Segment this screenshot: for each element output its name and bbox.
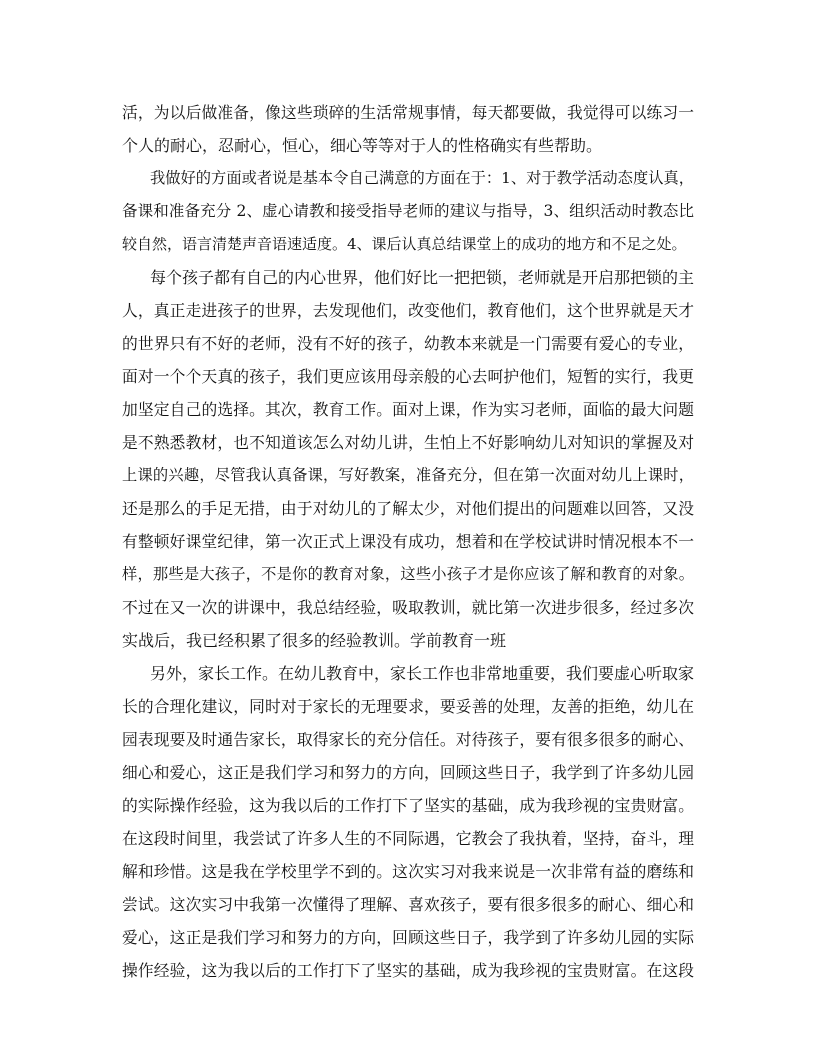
text-line: 人，真正走进孩子的世界，去发现他们，改变他们，教育他们，这个世界就是天才 <box>122 301 694 320</box>
text-line: 爱心，这正是我们学习和努力的方向，回顾这些日子，我学到了许多幼儿园的实际 <box>122 928 694 947</box>
text-line: 解和珍惜。这是我在学校里学不到的。这次实习对我来说是一次非常有益的磨练和 <box>122 862 694 881</box>
text-line: 操作经验，这为我以后的工作打下了坚实的基础，成为我珍视的宝贵财富。在这段 <box>122 961 694 980</box>
text-line: 有整顿好课堂纪律，第一次正式上课没有成功，想着和在学校试讲时情况根本不一 <box>122 532 694 551</box>
text-line: 不过在又一次的讲课中，我总结经验，吸取教训，就比第一次进步很多，经过多次 <box>122 598 694 617</box>
text-line: 面对一个个天真的孩子，我们更应该用母亲般的心去呵护他们，短暂的实行，我更 <box>122 367 694 386</box>
text-line: 我做好的方面或者说是基本令自己满意的方面在于：1、对于教学活动态度认真， <box>150 169 694 187</box>
text-line: 另外，家长工作。在幼儿教育中，家长工作也非常地重要，我们要虚心听取家 <box>150 664 695 683</box>
text-line: 活，为以后做准备，像这些琐碎的生活常规事情，每天都要做，我觉得可以练习一 <box>122 103 694 122</box>
text-line: 实战后，我已经积累了很多的经验教训。学前教育一班 <box>122 631 507 650</box>
text-line: 每个孩子都有自己的内心世界，他们好比一把把锁，老师就是开启那把锁的主 <box>150 268 695 287</box>
document-body <box>122 96 694 987</box>
text-line: 园表现要及时通告家长，取得家长的充分信任。对待孩子，要有很多很多的耐心、 <box>122 730 694 749</box>
text-line: 样，那些是大孩子，不是你的教育对象，这些小孩子才是你应该了解和教育的对象。 <box>122 565 694 583</box>
text-line: 上课的兴趣，尽管我认真备课，写好教案，准备充分，但在第一次面对幼儿上课时， <box>122 466 694 484</box>
text-line: 细心和爱心，这正是我们学习和努力的方向，回顾这些日子，我学到了许多幼儿园 <box>122 763 694 782</box>
text-line: 个人的耐心，忍耐心，恒心，细心等等对于人的性格确实有些帮助。 <box>122 136 603 155</box>
text-line: 的实际操作经验，这为我以后的工作打下了坚实的基础，成为我珍视的宝贵财富。 <box>122 796 694 815</box>
text-line: 在这段时间里，我尝试了许多人生的不同际遇，它教会了我执着，坚持，奋斗，理 <box>122 829 694 848</box>
text-line: 还是那么的手足无措，由于对幼儿的了解太少，对他们提出的问题难以回答，又没 <box>122 499 694 518</box>
text-line: 长的合理化建议，同时对于家长的无理要求，要妥善的处理，友善的拒绝，幼儿在 <box>122 697 694 716</box>
text-line: 备课和准备充分 2、虚心请教和接受指导老师的建议与指导，3、组织活动时教态比 <box>122 202 694 220</box>
text-line: 是不熟悉教材，也不知道该怎么对幼儿讲，生怕上不好影响幼儿对知识的掌握及对 <box>122 433 694 452</box>
text-line: 加坚定自己的选择。其次，教育工作。面对上课，作为实习老师，面临的最大问题 <box>122 400 694 419</box>
text-line: 尝试。这次实习中我第一次懂得了理解、喜欢孩子，要有很多很多的耐心、细心和 <box>122 895 694 914</box>
text-line: 的世界只有不好的老师，没有不好的孩子，幼教本来就是一门需要有爱心的专业， <box>122 334 694 353</box>
text-line: 较自然，语言清楚声音语速适度。4、课后认真总结课堂上的成功的地方和不足之处。 <box>122 235 687 253</box>
